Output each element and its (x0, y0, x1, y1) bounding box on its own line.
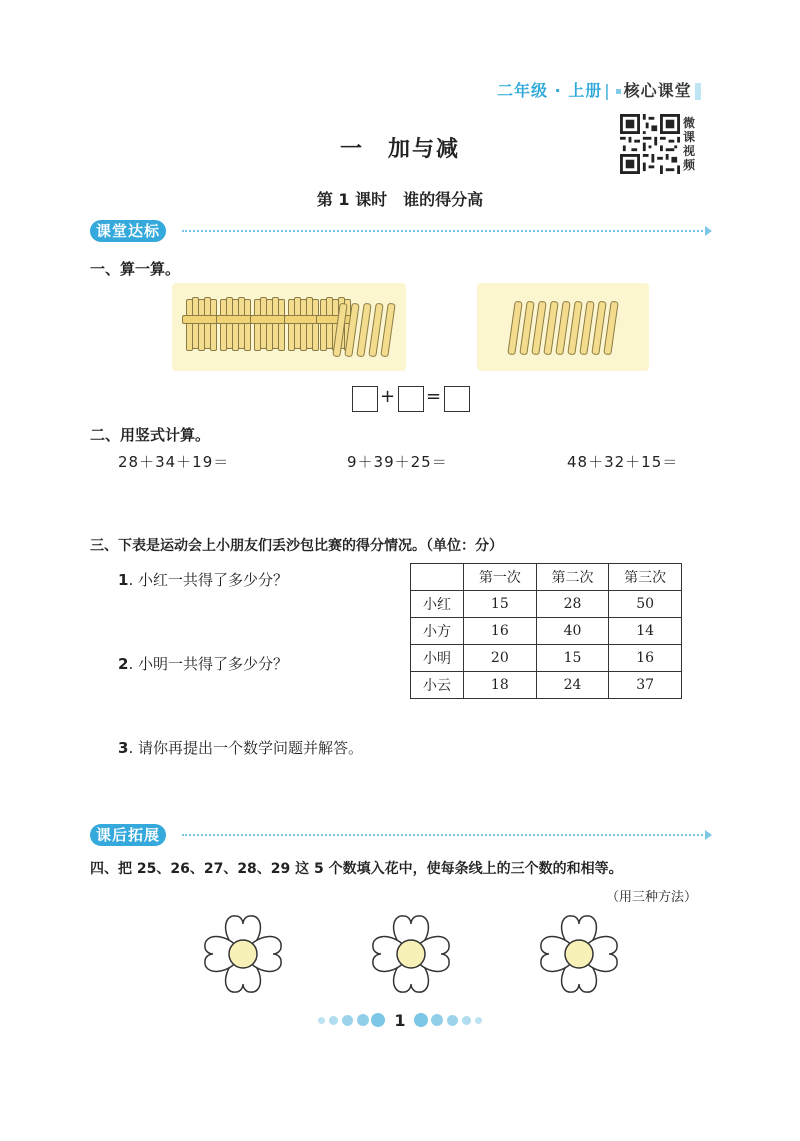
stick-bundle-1 (184, 295, 216, 353)
row-name-cell: 小红 (411, 591, 464, 618)
unit-title: 一 加与减 (339, 137, 460, 162)
q3-sub3 (118, 737, 363, 758)
bundles-panel (172, 283, 406, 371)
q3-title: 三、下表是运动会上小朋友们丢沙包比赛的得分情况。（单位：分） (90, 538, 503, 554)
stick-bundle-4 (286, 295, 318, 353)
table-header-cell (411, 564, 464, 591)
stick-bundle-3 (252, 295, 284, 353)
table-header-row (411, 564, 682, 591)
score-table (410, 563, 682, 699)
flower-2-icon (368, 910, 454, 1000)
score-cell: 40 (536, 618, 609, 645)
expression-1: 28＋34＋19＝ (118, 453, 230, 471)
row-name-cell: 小云 (411, 672, 464, 699)
page-dot-icon (462, 1016, 471, 1025)
banner-dotted-line (182, 834, 710, 836)
score-cell: 24 (536, 672, 609, 699)
banner-dotted-line (182, 230, 710, 232)
q3-sub2-text: . 小明一共得了多少分？ (128, 655, 288, 673)
score-cell: 16 (609, 645, 682, 672)
score-cell: 28 (536, 591, 609, 618)
table-header-cell: 第三次 (609, 564, 682, 591)
banner-after-class (90, 824, 710, 846)
qr-label: 微课视频 (683, 116, 696, 172)
page-dot-icon (431, 1014, 443, 1026)
banner-arrow-icon (705, 830, 712, 840)
score-cell: 14 (609, 618, 682, 645)
score-cell: 18 (464, 672, 537, 699)
header-divider: | (604, 81, 611, 100)
score-cell: 20 (464, 645, 537, 672)
equals-sign: = (426, 386, 442, 407)
answer-box-1[interactable] (352, 386, 378, 412)
plus-sign: + (380, 386, 396, 407)
table-row (411, 618, 682, 645)
section-label: 核心课堂 (623, 81, 692, 100)
banner-after-class-label: 课后拓展 (90, 824, 166, 846)
page-dot-icon (447, 1015, 458, 1026)
flower-3-icon (536, 910, 622, 1000)
flower-1-icon (200, 910, 286, 1000)
q3-sub3-number: 3 (118, 739, 129, 757)
table-row (411, 672, 682, 699)
q3-sub2-number: 2 (118, 655, 129, 673)
grade-header (497, 78, 701, 101)
grade-label: 二年级 · 上册 (497, 81, 603, 100)
table-row (411, 645, 682, 672)
row-name-cell: 小明 (411, 645, 464, 672)
stick-bundle-2 (218, 295, 250, 353)
q3-sub3-text: . 请你再提出一个数学问题并解答。 (128, 739, 363, 757)
page-number: 1 (394, 1011, 406, 1030)
expression-2: 9＋39＋25＝ (347, 453, 448, 471)
lesson-title: 第 1 课时 谁的得分高 (316, 190, 484, 209)
score-cell: 15 (464, 591, 537, 618)
q3-sub1-number: 1 (118, 571, 129, 589)
score-cell: 16 (464, 618, 537, 645)
banner-in-class-label: 课堂达标 (90, 220, 166, 242)
sticks-panel (477, 283, 649, 371)
score-cell: 15 (536, 645, 609, 672)
header-square-icon (616, 89, 621, 94)
q2-title: 二、用竖式计算。 (90, 426, 211, 444)
score-cell: 37 (609, 672, 682, 699)
page-dot-icon (414, 1013, 428, 1027)
row-name-cell: 小方 (411, 618, 464, 645)
score-cell: 50 (609, 591, 682, 618)
answer-box-2[interactable] (398, 386, 424, 412)
header-bar-icon (695, 83, 701, 100)
page-dot-icon (475, 1017, 482, 1024)
table-header-cell: 第一次 (464, 564, 537, 591)
q3-sub2 (118, 653, 288, 674)
q3-sub1-text: . 小红一共得了多少分？ (128, 571, 288, 589)
expression-3: 48＋32＋15＝ (567, 453, 679, 471)
table-header-cell: 第二次 (536, 564, 609, 591)
banner-arrow-icon (705, 226, 712, 236)
q1-title: 一、算一算。 (90, 260, 181, 278)
banner-in-class (90, 220, 710, 242)
q3-sub1 (118, 569, 288, 590)
q4-title: 四、把 25、26、27、28、29 这 5 个数填入花中，使每条线上的三个数的和相等。 (90, 861, 623, 877)
q4-note: （用三种方法） (606, 890, 698, 905)
answer-box-3[interactable] (444, 386, 470, 412)
table-row (411, 591, 682, 618)
